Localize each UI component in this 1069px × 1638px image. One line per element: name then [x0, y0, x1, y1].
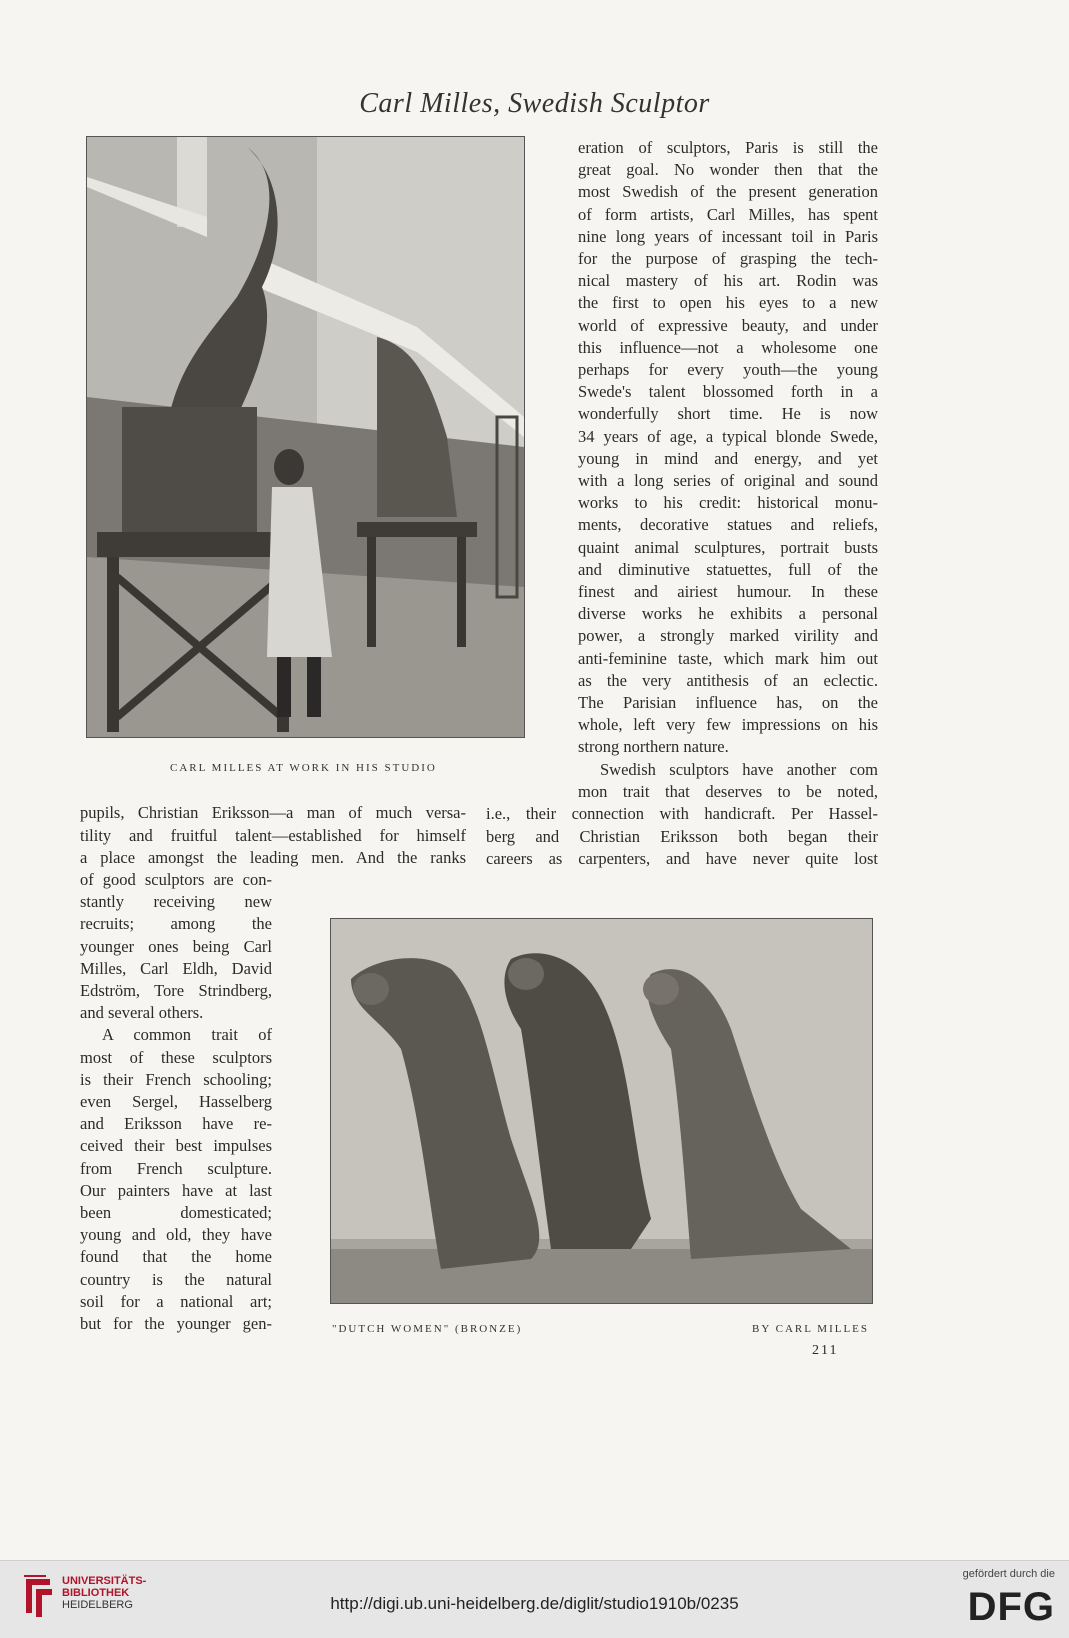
text-line: young in mind and energy, and yet [578, 448, 878, 468]
text-line: stantly receiving new [80, 892, 272, 912]
text-line: tility and fruitful talent—established for himself [80, 825, 466, 845]
text-line: perhaps for every youth—the young [578, 360, 878, 379]
text-line: recruits; among the [80, 914, 272, 934]
text-line: ceived their best impulses [80, 1136, 272, 1156]
text-line: of good sculptors are con- [80, 870, 272, 889]
text-line: strong northern nature. [578, 737, 729, 757]
text-line: 34 years of age, a typical blonde Swede, [578, 426, 878, 446]
library-line-3: HEIDELBERG [62, 1599, 133, 1611]
page-number: 211 [812, 1343, 839, 1358]
text-line: been domesticated; [80, 1203, 272, 1222]
text-line: a place amongst the leading men. And the ranks [80, 848, 466, 867]
text-line: with a long series of original and sound [578, 471, 878, 490]
text-line: and several others. [80, 1003, 204, 1023]
dutch-women-byline: BY CARL MILLES [752, 1323, 870, 1335]
library-line-1: UNIVERSITÄTS- [62, 1575, 147, 1587]
text-line: for the purpose of grasping the tech- [578, 249, 878, 268]
text-line: works to his credit: historical monu- [578, 493, 878, 513]
text-line: whole, left very few impressions on his [578, 715, 878, 735]
text-line: this influence—not a wholesome one [578, 337, 878, 357]
text-line: The Parisian influence has, on the [578, 693, 878, 712]
permalink-url[interactable]: http://digi.ub.uni-heidelberg.de/diglit/studio1910b/0235 [330, 1594, 739, 1613]
text-line: Our painters have at last [80, 1180, 272, 1200]
text-line: younger ones being Carl [80, 936, 272, 956]
text-line: eration of sculptors, Paris is still the [578, 138, 878, 157]
dutch-women-graphic [331, 919, 872, 1303]
text-line: the first to open his eyes to a new [578, 293, 878, 313]
funded-by-label: gefördert durch die [962, 1568, 1055, 1580]
page-title: Carl Milles, Swedish Sculptor [359, 88, 710, 119]
text-line: nical mastery of his art. Rodin was [578, 271, 878, 291]
text-line: quaint animal sculptures, portrait busts [578, 537, 878, 557]
text-line: diverse works he exhibits a personal [578, 604, 878, 624]
text-line: but for the younger gen- [80, 1314, 272, 1333]
text-line: nine long years of incessant toil in Paris [578, 226, 878, 246]
text-line: of form artists, Carl Milles, has spent [578, 204, 878, 224]
text-line: is their French schooling; [80, 1069, 272, 1089]
text-line: Milles, Carl Eldh, David [80, 958, 272, 978]
text-line: young and old, they have [80, 1225, 272, 1245]
dfg-logo: DFG [967, 1585, 1055, 1629]
text-line: Edström, Tore Strindberg, [80, 981, 272, 1000]
text-line: finest and airiest humour. In these [578, 582, 878, 601]
text-line: soil for a national art; [80, 1291, 272, 1311]
studio-photo-graphic [87, 137, 524, 737]
text-line: most of these sculptors [80, 1047, 272, 1067]
text-line: and Eriksson have re- [80, 1114, 272, 1134]
text-line: and diminutive statuettes, full of the [578, 559, 878, 579]
text-line: power, a strongly marked virility and [578, 626, 878, 646]
text-line: found that the home [80, 1247, 272, 1267]
text-line: from French sculpture. [80, 1158, 272, 1178]
text-line: as the very antithesis of an eclectic. [578, 670, 878, 690]
text-line: anti-feminine taste, which mark him out [578, 648, 878, 668]
text-line: Swede's talent blossomed forth in a [578, 382, 878, 402]
dutch-women-caption: "DUTCH WOMEN" (BRONZE) [332, 1323, 523, 1335]
text-line: country is the natural [80, 1269, 272, 1289]
text-line: wonderfully short time. He is now [578, 404, 878, 424]
text-line: i.e., their connection with handicraft. Per Hassel- [486, 804, 878, 823]
text-line: Swedish sculptors have another com [600, 759, 878, 779]
text-line: even Sergel, Hasselberg [80, 1092, 272, 1111]
text-line: careers as carpenters, and have never quite lost [486, 849, 878, 868]
text-line: ments, decorative statues and reliefs, [578, 515, 878, 535]
text-line: mon trait that deserves to be noted, [578, 781, 878, 801]
text-line: world of expressive beauty, and under [578, 315, 878, 335]
studio-photo-caption: CARL MILLES AT WORK IN HIS STUDIO [170, 762, 437, 774]
studio-photograph [86, 136, 525, 738]
text-line: most Swedish of the present generation [578, 182, 878, 202]
library-line-2: BIBLIOTHEK [62, 1587, 130, 1599]
text-line: berg and Christian Eriksson both began their [486, 826, 878, 846]
text-line: great goal. No wonder then that the [578, 160, 878, 180]
dutch-women-photograph [330, 918, 873, 1304]
text-line: A common trait of [102, 1025, 272, 1045]
text-line: pupils, Christian Eriksson—a man of much versa- [80, 803, 466, 822]
